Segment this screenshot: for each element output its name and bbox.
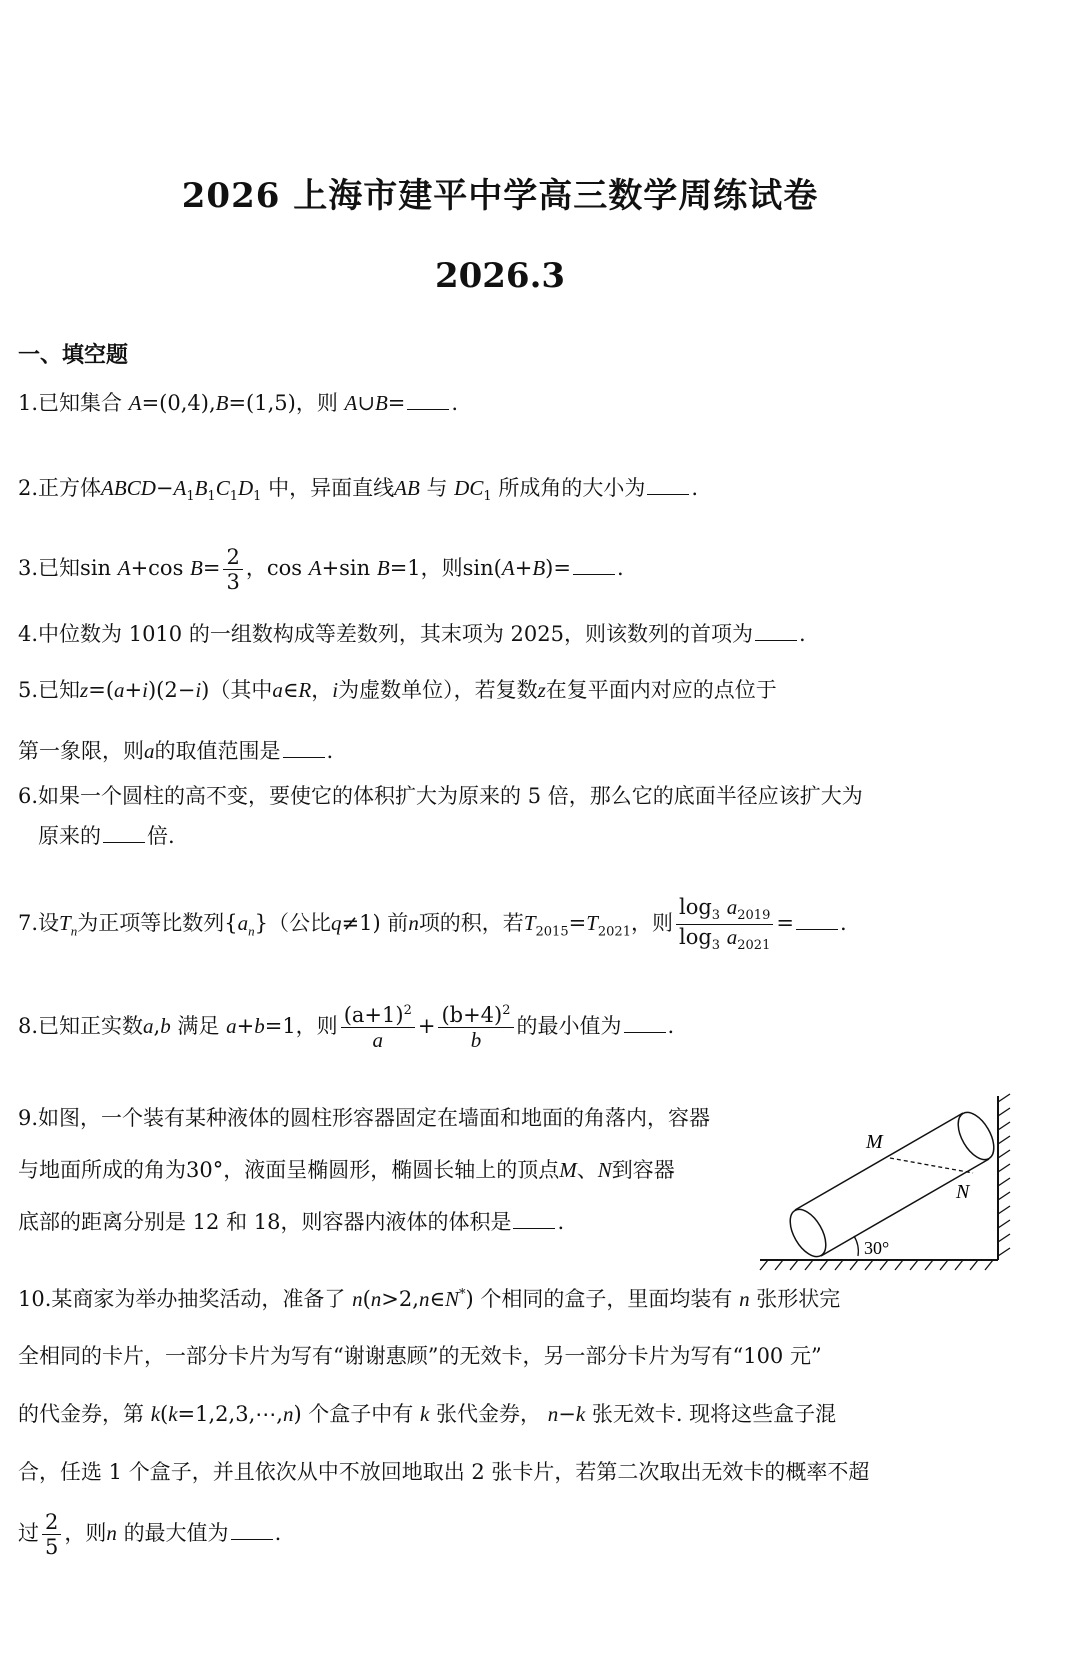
answer-blank[interactable] xyxy=(407,408,449,410)
figure-label-n: N xyxy=(956,1181,970,1203)
answer-blank[interactable] xyxy=(796,928,838,930)
fraction: $\frac{(a+1)^2}{a}$ xyxy=(341,1003,415,1052)
log-fraction: $\frac{\log_3 a_{2019}}{\log_3 a_{2021}}$ xyxy=(676,895,773,954)
figure-label-m: M xyxy=(866,1131,883,1153)
answer-blank[interactable] xyxy=(231,1538,273,1540)
question-10: 10.某商家为举办抽奖活动，准备了 n(n>2,n∈N*) 个相同的盒子，里面均装有 n 张形状完 xyxy=(18,1287,841,1311)
question-10-line-4: 合，任选 1 个盒子，并且依次从中不放回地取出 2 张卡片，若第二次取出无效卡的概率不超 xyxy=(18,1460,870,1484)
answer-blank[interactable] xyxy=(624,1031,666,1033)
question-9: 9.如图，一个装有某种液体的圆柱形容器固定在墙面和地面的角落内，容器 xyxy=(18,1106,711,1130)
question-1: 1.已知集合 A=(0,4),B=(1,5)，则 A∪B= . xyxy=(18,391,459,415)
answer-blank[interactable] xyxy=(755,639,797,641)
answer-blank[interactable] xyxy=(103,841,145,843)
question-10-line-3: 的代金券，第 k(k=1,2,3,⋯,n) 个盒子中有 k 张代金券， n−k 张无效卡. 现将这些盒子混 xyxy=(18,1402,837,1426)
fraction: $\frac{2}{3}$ xyxy=(223,545,242,594)
answer-blank[interactable] xyxy=(283,756,325,758)
question-10-line-5: 过 $\frac{2}{5}$ ，则n 的最大值为 . xyxy=(18,1510,282,1560)
question-5-line-2: 第一象限，则a的取值范围是 . xyxy=(18,739,334,763)
question-8: 8.已知正实数a,b 满足 a+b=1，则 $\frac{(a+1)^2}{a}$ + $\frac{(b+4)^2}{b}$ 的最小值为 . xyxy=(18,1003,675,1053)
question-9-line-2: 与地面所成的角为30°，液面呈椭圆形，椭圆长轴上的顶点M、N到容器 xyxy=(18,1158,675,1182)
paper-title: 2026 上海市建平中学高三数学周练试卷 xyxy=(181,176,819,216)
fraction: $\frac{(b+4)^2}{b}$ xyxy=(438,1003,513,1052)
figure-angle-label: 30° xyxy=(864,1238,890,1258)
section-heading: 一、填空题 xyxy=(18,342,129,368)
question-6: 6.如果一个圆柱的高不变，要使它的体积扩大为原来的 5 倍，那么它的底面半径应该扩大为 xyxy=(18,784,863,808)
question-9-line-3: 底部的距离分别是 12 和 18，则容器内液体的体积是 . xyxy=(18,1210,565,1234)
question-2: 2.正方体$ABCD-A_1B_1C_1D_1$ 中，异面直线AB 与 $DC_1$ 所成角的大小为 . xyxy=(18,476,699,505)
question-6-line-2: 原来的 倍. xyxy=(38,824,175,848)
question-3: 3.已知sin A+cos B= $\frac{2}{3}$ ，cos A+sin B=1，则sin(A+B)= . xyxy=(18,545,624,595)
cylinder-figure xyxy=(758,1088,1020,1278)
answer-blank[interactable] xyxy=(573,573,615,575)
question-7: 7.设$T_n$为正项等比数列$\{a_n\}$（公比q≠1) 前n项的积，若$T_{2015}=T_{2021}$，则 $\frac{\log_3 a_{2019}}{\log_3 a_{2021}}$ = . xyxy=(18,895,847,954)
answer-blank[interactable] xyxy=(647,493,689,495)
fraction: $\frac{2}{5}$ xyxy=(42,1510,61,1559)
question-5: 5.已知z=(a+i)(2−i)（其中a∈R，i为虚数单位），若复数z在复平面内对应的点位于 xyxy=(18,678,777,702)
question-10-line-2: 全相同的卡片，一部分卡片为写有“谢谢惠顾”的无效卡，另一部分卡片为写有“100 元” xyxy=(18,1344,822,1368)
paper-date: 2026.3 xyxy=(434,256,566,296)
answer-blank[interactable] xyxy=(513,1227,555,1229)
question-4: 4.中位数为 1010 的一组数构成等差数列，其末项为 2025，则该数列的首项为 . xyxy=(18,622,806,646)
